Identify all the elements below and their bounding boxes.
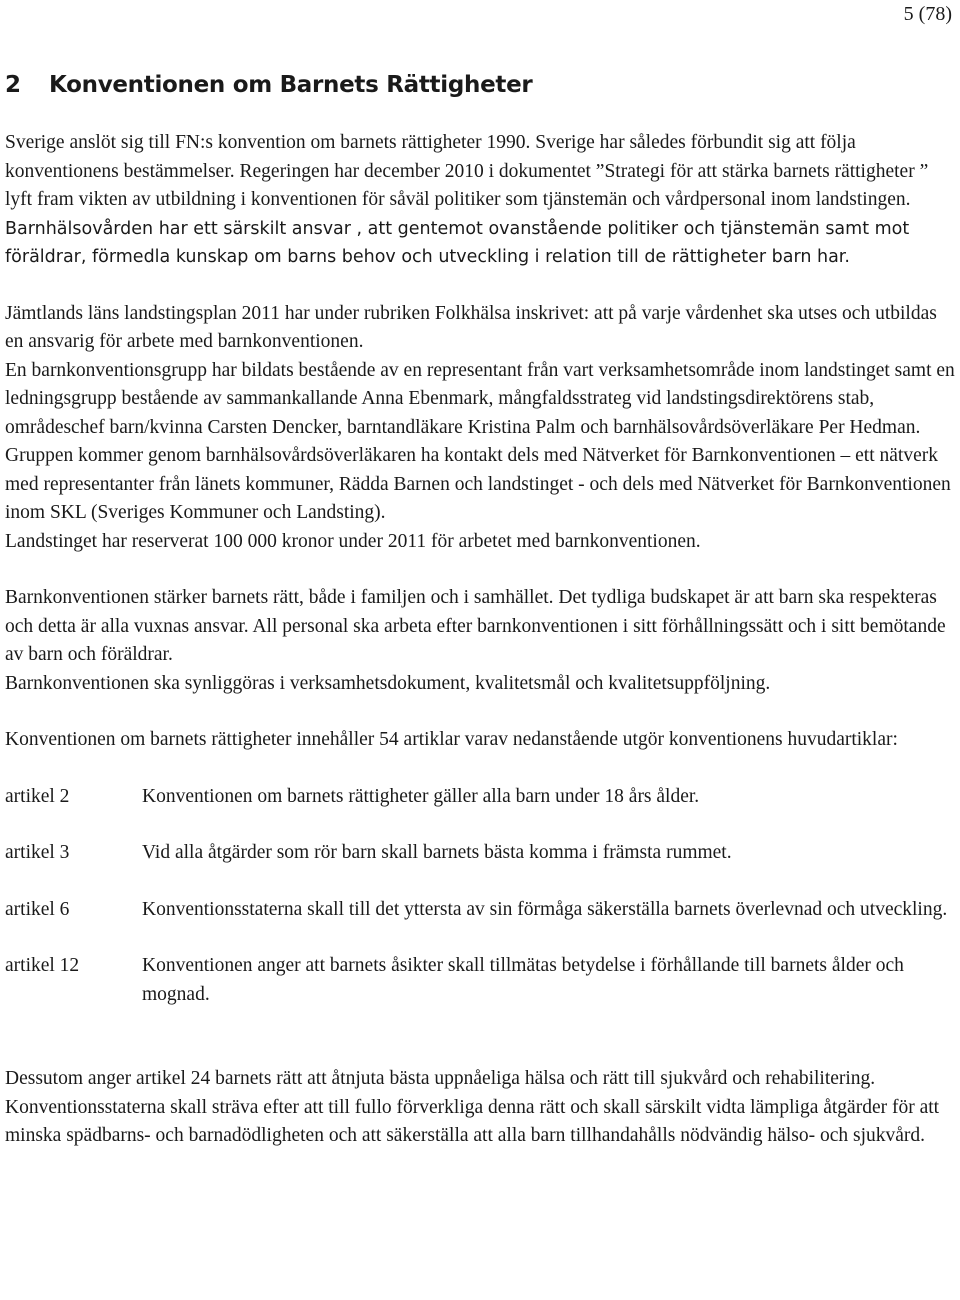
article-item [5,839,957,868]
article-text: Vid alla åtgärder som rör barn skall barnets bästa komma i främsta rummet. [142,842,732,863]
group-paragraph: En barnkonventionsgrupp har bildats bestående av en representant från vart verksamhetsområde inom landstinget samt en ledningsgrupp bestående av sammankallande Anna Ebenmark, mångfaldsstrateg vid landstingsdirektörens stab, områdeschef barn/kvinna Carsten Dencker, barntandläkare Kristina Palm och barnhälsovårdsöverläkare Per Hedman. Gruppen kommer genom barnhälsovårdsöverläkaren ha kontakt dels med Nätverket för Barnkonventionen – ett nätverk med representanter från länets kommuner, Rädda Barnen och landstinget - och dels med Nätverket för Barnkonventionen inom SKL (Sveriges Kommuner och Landsting). [5,359,955,523]
article-text: Konventionen om barnets rättigheter gäller alla barn under 18 års ålder. [142,785,700,807]
article-list [5,783,957,1010]
closing-paragraph: Dessutom anger artikel 24 barnets rätt att åtnjuta bästa uppnåeliga hälsa och rätt till sjukvård och rehabilitering. Konventionsstaterna skall sträva efter att till fullo förverkliga denna rätt och skall särskilt vidta lämpliga åtgärder för att minska spädbarns- och barnadödligheten och att säkerställa att alla barn tillhandahålls nödvändig hälso- och sjukvård. [5,1068,940,1146]
article-item [5,952,957,1009]
article-item [5,896,957,925]
section-number: 2 [5,72,21,98]
article-text: Konventionsstaterna skall till det yttersta av sin förmåga säkerställa barnets överlevnad och utveckling. [142,898,948,920]
landstingsplan-paragraph: Jämtlands läns landstingsplan 2011 har under rubriken Folkhälsa inskrivet: att på varje vårdenhet ska utses och utbildas en ansvarig för arbete med barnkonventionen. [5,302,937,352]
article-label: artikel 6 [5,898,70,920]
intro-sentence-3: Barnhälsovården har ett särskilt ansvar , att gentemot ovanstående politiker och tjänstemän samt mot föräldrar, förmedla kunskap om barns behov och utveckling i relation till de rättigheter barn har. [5,218,910,267]
article-label: artikel 3 [5,842,70,863]
article-label: artikel 2 [5,785,70,807]
intro-sentence-2: Regeringen har december 2010 i dokumentet ”Strategi för att stärka barnets rättigheter ” lyft fram vikten av utbildning i konventionen för såväl politiker som tjänstemän och vårdpersonal inom landstingen. [5,160,929,210]
article-label: artikel 12 [5,955,80,976]
strengthens-paragraph: Barnkonventionen stärker barnets rätt, både i familjen och i samhället. Det tydliga budskapet är att barn ska respekteras och detta är alla vuxnas ansvar. All personal ska arbeta efter barnkonventionen i sitt förhållningssätt och i sitt bemötande av barn och föräldrar. [5,587,946,665]
intro-paragraph [5,129,957,272]
budget-paragraph: Landstinget har reserverat 100 000 kronor under 2011 för arbetet med barnkonventionen. [5,530,701,552]
section-title: Konventionen om Barnets Rättigheter [49,72,533,98]
section-heading [5,70,532,100]
article-text: Konventionen anger att barnets åsikter skall tillmätas betydelse i förhållande till barnets ålder och mognad. [142,955,904,1005]
intro-sentence-1: Sverige anslöt sig till FN:s konvention om barnets rättigheter 1990. Sverige har således förbundit sig att följa konventionens bestämmelser. [5,132,856,182]
document-body [5,129,957,1151]
articles-intro: Konventionen om barnets rättigheter innehåller 54 artiklar varav nedanstående utgör konventionens huvudartiklar: [5,729,898,750]
article-item [5,783,957,812]
page-number: 5 (78) [903,3,952,25]
visibility-paragraph: Barnkonventionen ska synliggöras i verksamhetsdokument, kvalitetsmål och kvalitetsuppföljning. [5,672,771,694]
